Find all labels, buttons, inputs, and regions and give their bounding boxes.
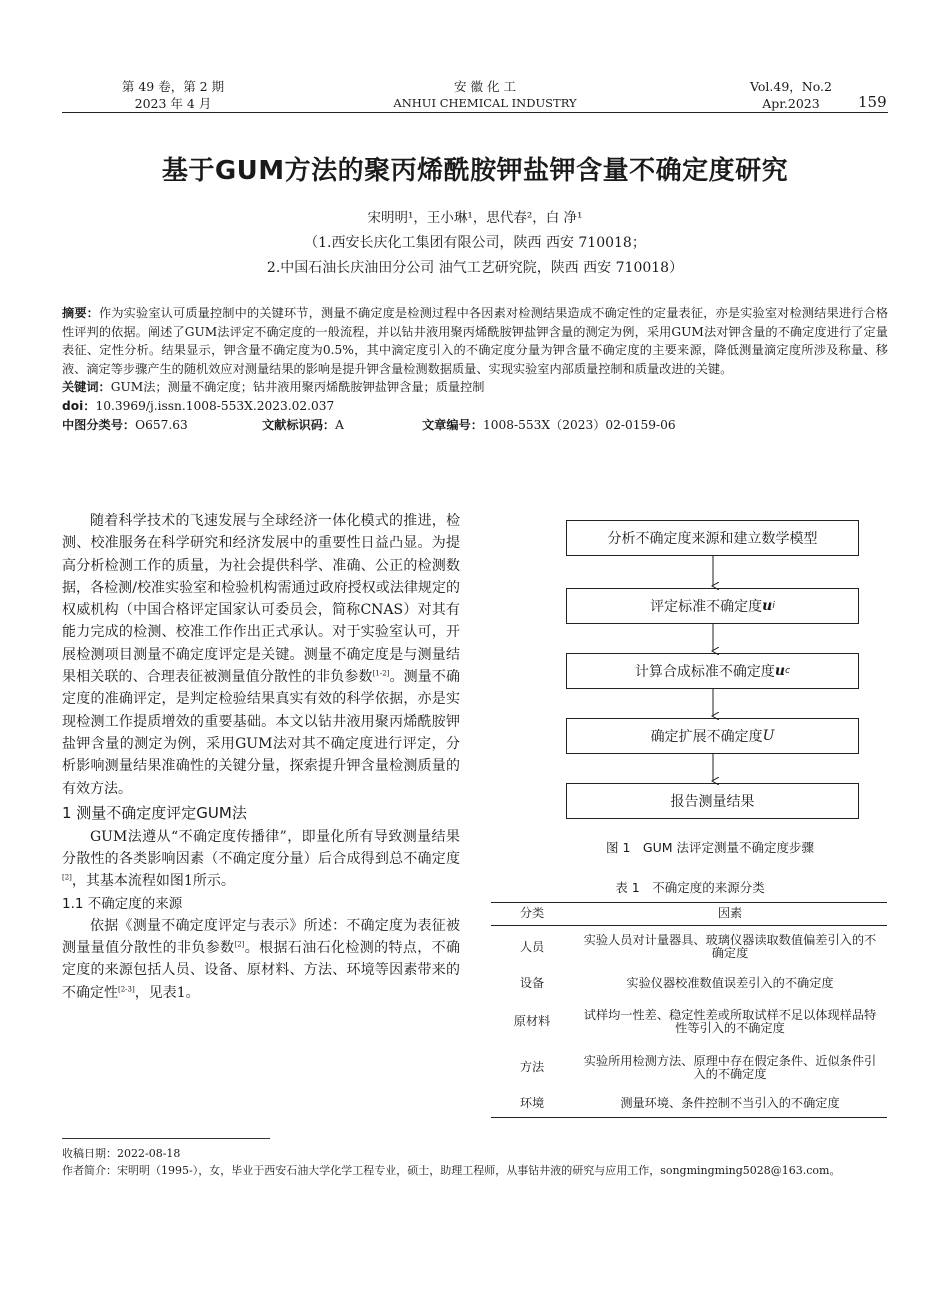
flow-step-1 <box>566 520 859 556</box>
flow-step-3-symbol: u <box>774 663 786 679</box>
flow-step-5-text: 报告测量结果 <box>670 794 755 810</box>
section-1-1-heading: 1.1 不确定度的来源 <box>62 895 183 912</box>
table-cell: 人员 <box>519 939 545 954</box>
table-cell: 实验仪器校准数值误差引入的不确定度 <box>626 976 834 991</box>
citation: [2-3] <box>118 984 135 993</box>
section-1-paragraph <box>62 826 460 893</box>
abstract-label: 摘要： <box>62 306 99 320</box>
flow-step-4-symbol: U <box>762 728 775 744</box>
flow-step-2-subscript: i <box>772 601 775 611</box>
table-cell: 实验所用检测方法、原理中存在假定条件、近似条件引入的不确定度 <box>583 1053 877 1081</box>
table-cell: 实验人员对计量器具、玻璃仪器读取数值偏差引入的不确定度 <box>583 932 877 961</box>
doc-code-value: A <box>335 417 344 432</box>
table-cell: 原材料 <box>513 1014 551 1029</box>
header-divider <box>62 112 888 113</box>
header-center <box>380 78 590 112</box>
volume-cn: 第 49 卷，第 2 期 <box>121 79 225 94</box>
flow-step-1-text: 分析不确定度来源和建立数学模型 <box>607 531 818 547</box>
table-cell: 设备 <box>519 976 545 991</box>
keywords <box>62 378 888 397</box>
header-left <box>118 78 228 112</box>
abstract-block <box>62 304 888 435</box>
classification-line <box>62 416 888 435</box>
journal-cn: 安 徽 化 工 <box>454 79 516 94</box>
header-right <box>745 78 837 112</box>
table-cell: 环境 <box>491 1091 573 1117</box>
flow-arrows <box>700 556 726 786</box>
article-no-value: 1008-553X（2023）02-0159-06 <box>482 417 676 432</box>
table-row <box>491 999 887 1045</box>
table-cell: 测量环境、条件控制不当引入的不确定度 <box>573 1091 887 1117</box>
section-1-heading: 1 测量不确定度评定GUM法 <box>62 803 247 822</box>
abstract <box>62 304 888 378</box>
section-1-1-paragraph <box>62 915 460 1004</box>
sec1-text-b: ，其基本流程如图1所示。 <box>71 873 235 890</box>
flow-step-3-text: 计算合成标准不确定度 <box>634 664 775 680</box>
paper-title: 基于GUM方法的聚丙烯酰胺钾盐钾含量不确定度研究 <box>161 156 789 186</box>
clc-value: O657.63 <box>135 417 188 432</box>
keywords-text: GUM法；测量不确定度；钻井液用聚丙烯酰胺钾盐钾含量；质量控制 <box>110 380 485 395</box>
body-left-column <box>62 510 460 1004</box>
sec11-text-b: 。根据石油石化检测的特点，不确定度的来源包括人员、设备、原材料、方法、环境等因素带来的不确定性 <box>62 940 461 1001</box>
table-header-factor: 因素 <box>573 903 887 926</box>
flow-step-4-text: 确定扩展不确定度 <box>650 729 763 745</box>
table-row <box>491 1045 887 1091</box>
table-1 <box>491 902 887 1118</box>
table-cell: 方法 <box>519 1060 545 1075</box>
citation: [2] <box>234 940 245 949</box>
table-cell: 试样均一性差、稳定性差或所取试样不足以体现样品特性等引入的不确定度 <box>583 1007 877 1035</box>
intro-text-a: 随着科学技术的飞速发展与全球经济一体化模式的推进，检测、校准服务在科学研究和经济发展中的重要性日益凸显。为提高分析检测工作的质量，为社会提供科学、准确、公正的检测数据，各检测/校准实验室和检验机构需通过政府授权或法律规定的权威机构（中国合格评定国家认可委员会，简称CNAS）对其有能力完成的检测、校准工作作出正式承认。对于实验室认可，开展检测项目测量不确定度评定是关键。测量不确定度是与测量结果相关联的、合理表征被测量值分散性的非负参数 <box>62 513 460 686</box>
affiliation-1: （1.西安长庆化工集团有限公司，陕西 西安 710018； <box>304 235 646 251</box>
table-header-category: 分类 <box>491 903 573 926</box>
sec11-text-a: 依据《测量不确定度评定与表示》所述：不确定度为表征被测量量值分散性的非负参数 <box>62 917 460 957</box>
citation: [2] <box>62 873 72 882</box>
table-header-row <box>491 903 887 926</box>
page-number: 159 <box>858 93 887 111</box>
intro-paragraph <box>62 510 460 800</box>
flow-step-2-text: 评定标准不确定度 <box>650 599 763 615</box>
flow-step-3-subscript: c <box>785 666 791 676</box>
affiliation-2: 2.中国石油长庆油田分公司 油气工艺研究院，陕西 西安 710018） <box>266 260 684 276</box>
doi-label: doi： <box>62 398 96 413</box>
received-date: 收稿日期：2022-08-18 <box>62 1147 181 1160</box>
journal-en: ANHUI CHEMICAL INDUSTRY <box>393 96 577 110</box>
doc-code-label: 文献标识码： <box>262 417 336 432</box>
sec11-text-c: ，见表1。 <box>134 984 200 1001</box>
author-bio: 作者简介：宋明明（1995-），女，毕业于西安石油大学化学工程专业，硕士，助理工程师，从事钻井液的研究与应用工作，songmingming5028@163.com。 <box>62 1164 841 1177</box>
clc-label: 中图分类号： <box>62 417 136 432</box>
figure-1-caption: 图 1 GUM 法评定测量不确定度步骤 <box>605 840 815 855</box>
intro-text-b: 。测量不确定度的准确评定，是判定检验结果真实有效的科学依据，亦是实现检测工作提质增效的重要基础。本文以钻井液用聚丙烯酰胺钾盐钾含量的测定为例，采用GUM法对其不确定度进行评定，分析影响测量结果准确性的关键分量，探索提升钾含量检测质量的有效方法。 <box>62 669 461 797</box>
date-cn: 2023 年 4 月 <box>134 96 212 111</box>
doi-text: 10.3969/j.issn.1008-553X.2023.02.037 <box>95 398 335 413</box>
table-row <box>491 925 887 969</box>
volume-en: Vol.49，No.2 <box>750 79 832 94</box>
authors: 宋明明¹，王小琳¹，思代春²，白 净¹ <box>367 210 583 226</box>
table-row <box>491 1091 887 1117</box>
keywords-label: 关键词： <box>62 380 111 395</box>
sec1-text-a: GUM法遵从“不确定度传播律”，即量化所有导致测量结果分散性的各类影响因素（不确定度分量）后合成得到总不确定度 <box>62 828 460 868</box>
footnote-divider <box>62 1138 270 1139</box>
table-row <box>491 969 887 999</box>
flow-step-5 <box>566 783 859 819</box>
table-1-caption: 表 1 不确定度的来源分类 <box>615 880 765 895</box>
flow-step-2-symbol: u <box>762 598 773 614</box>
citation: [1-2] <box>372 669 390 678</box>
article-no-label: 文章编号： <box>422 417 483 432</box>
doi <box>62 397 888 416</box>
date-en: Apr.2023 <box>762 96 820 111</box>
abstract-text: 作为实验室认可质量控制中的关键环节，测量不确定度是检测过程中各因素对检测结果造成不确定性的定量表征，亦是实验室对检测结果进行合格性评判的依据。阐述了GUM法评定不确定度的一般流程，并以钻井液用聚丙烯酰胺钾盐钾含量的测定为例，采用GUM法对钾含量的不确定度进行了定量表征、定性分析。结果显示，钾含量不确定度为0.5%，其中滴定度引入的不确定度分量为钾含量不确定度的主要来源，降低测量滴定度所涉及称量、移液、滴定等步骤产生的随机效应对测量结果的影响是提升钾含量检测数据质量、实现实验室内部质量控制和质量改进的关键。 <box>62 306 889 376</box>
